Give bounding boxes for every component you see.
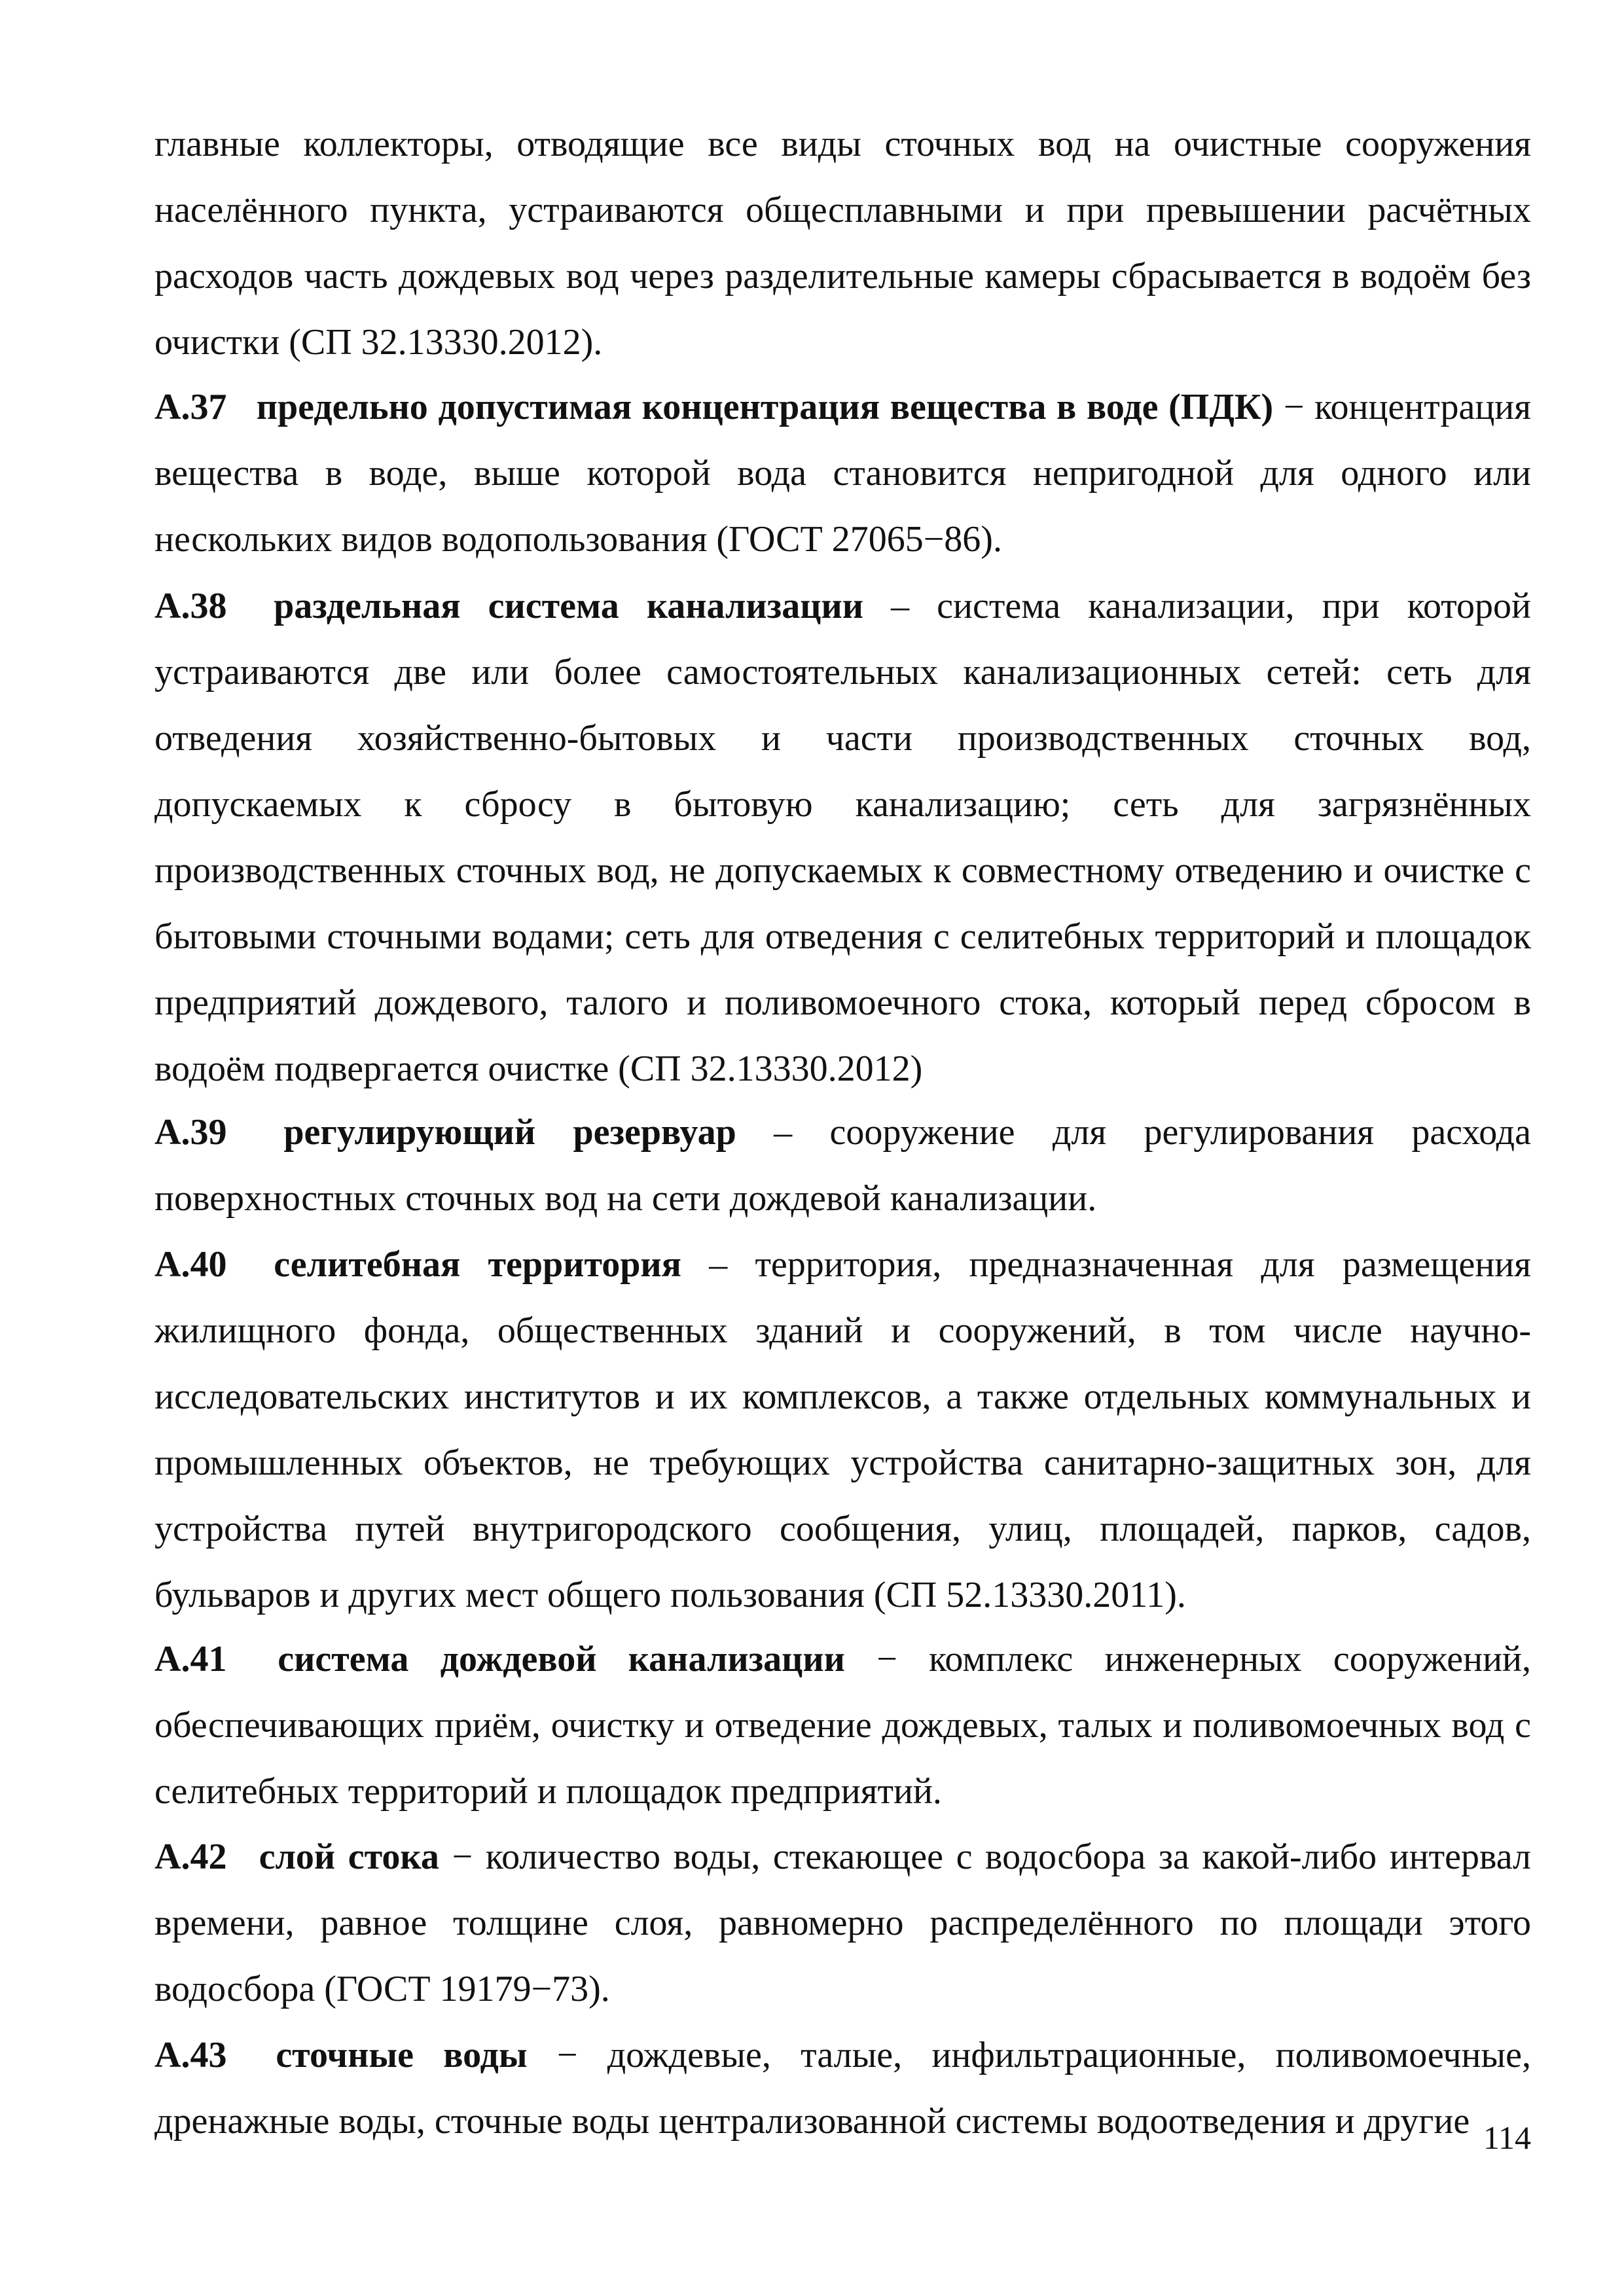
definition-number: А.39: [154, 1112, 227, 1153]
definition-term: система дождевой канализации: [278, 1639, 845, 1679]
definition-text: − количество воды, стекающее с водосбора за какой-либо интервал времени, равное толщине слоя, равномерно распределённого по площади этого водосбора (ГОСТ 19179−73).: [154, 1837, 1532, 2009]
definition-text: − концентрация вещества в воде, выше которой вода становится непригодной для одного или нескольких видов водопользования (ГОСТ 27065−86).: [154, 387, 1532, 560]
definition-term: сточные воды: [276, 2035, 528, 2075]
definition-text: − комплекс инженерных сооружений, обеспечивающих приём, очистку и отведение дождевых, талых и поливомоечных вод с селитебных территорий и площадок предприятий.: [154, 1639, 1532, 1812]
definition-text: − дождевые, талые, инфильтрационные, поливомоечные, дренажные воды, сточные воды централизованной системы водоотведения и другие: [154, 2035, 1532, 2142]
definition-term: слой стока: [259, 1837, 439, 1877]
definition-number: А.38: [154, 586, 227, 626]
definition-a43: [154, 2022, 1531, 2155]
definition-term: регулирующий резервуар: [283, 1112, 736, 1153]
definition-number: А.41: [154, 1639, 227, 1679]
definition-a38: [154, 573, 1531, 1102]
paragraph-text: главные коллекторы, отводящие все виды сточных вод на очистные сооружения населённого пункта, устраиваются общесплавными и при превышении расчётных расходов часть дождевых вод через разделительные камеры сбрасывается в водоём без очистки (СП 32.13330.2012).: [154, 124, 1531, 363]
page-number: 114: [1483, 2119, 1531, 2156]
definition-number: А.37: [154, 387, 227, 427]
definition-a40: [154, 1232, 1531, 1628]
definition-a42: [154, 1824, 1531, 2022]
definition-text: – система канализации, при которой устраиваются две или более самостоятельных канализационных сетей: сеть для отведения хозяйственно-бытовых и части производственных сточных вод, допускаемых к сбросу в бытовую канализацию; сеть для загрязнённых производственных сточных вод, не допускаемых к совместному отведению и очистке с бытовыми сточными водами; сеть для отведения с селитебных территорий и площадок предприятий дождевого, талого и поливомоечного стока, который перед сбросом в водоём подвергается очистке (СП 32.13330.2012): [154, 586, 1531, 1089]
definition-a41: [154, 1626, 1531, 1825]
definition-term: предельно допустимая концентрация вещества в воде (ПДК): [256, 387, 1274, 427]
definition-a37: [154, 374, 1531, 573]
definition-number: А.40: [154, 1244, 227, 1285]
definition-text: – территория, предназначенная для размещения жилищного фонда, общественных зданий и сооружений, в том числе научно-исследовательских институтов и их комплексов, а также отдельных коммунальных и промышленных объектов, не требующих устройства санитарно-защитных зон, для устройства путей внутригородского сообщения, улиц, площадей, парков, садов, бульваров и других мест общего пользования (СП 52.13330.2011).: [154, 1244, 1532, 1615]
definition-term: раздельная система канализации: [274, 586, 863, 626]
definition-number: А.43: [154, 2035, 227, 2075]
definition-a39: [154, 1100, 1531, 1232]
paragraph-continuation: [154, 111, 1531, 376]
definition-text: – сооружение для регулирования расхода поверхностных сточных вод на сети дождевой канализации.: [154, 1112, 1532, 1219]
definition-term: селитебная территория: [274, 1244, 681, 1285]
definition-number: А.42: [154, 1837, 227, 1877]
